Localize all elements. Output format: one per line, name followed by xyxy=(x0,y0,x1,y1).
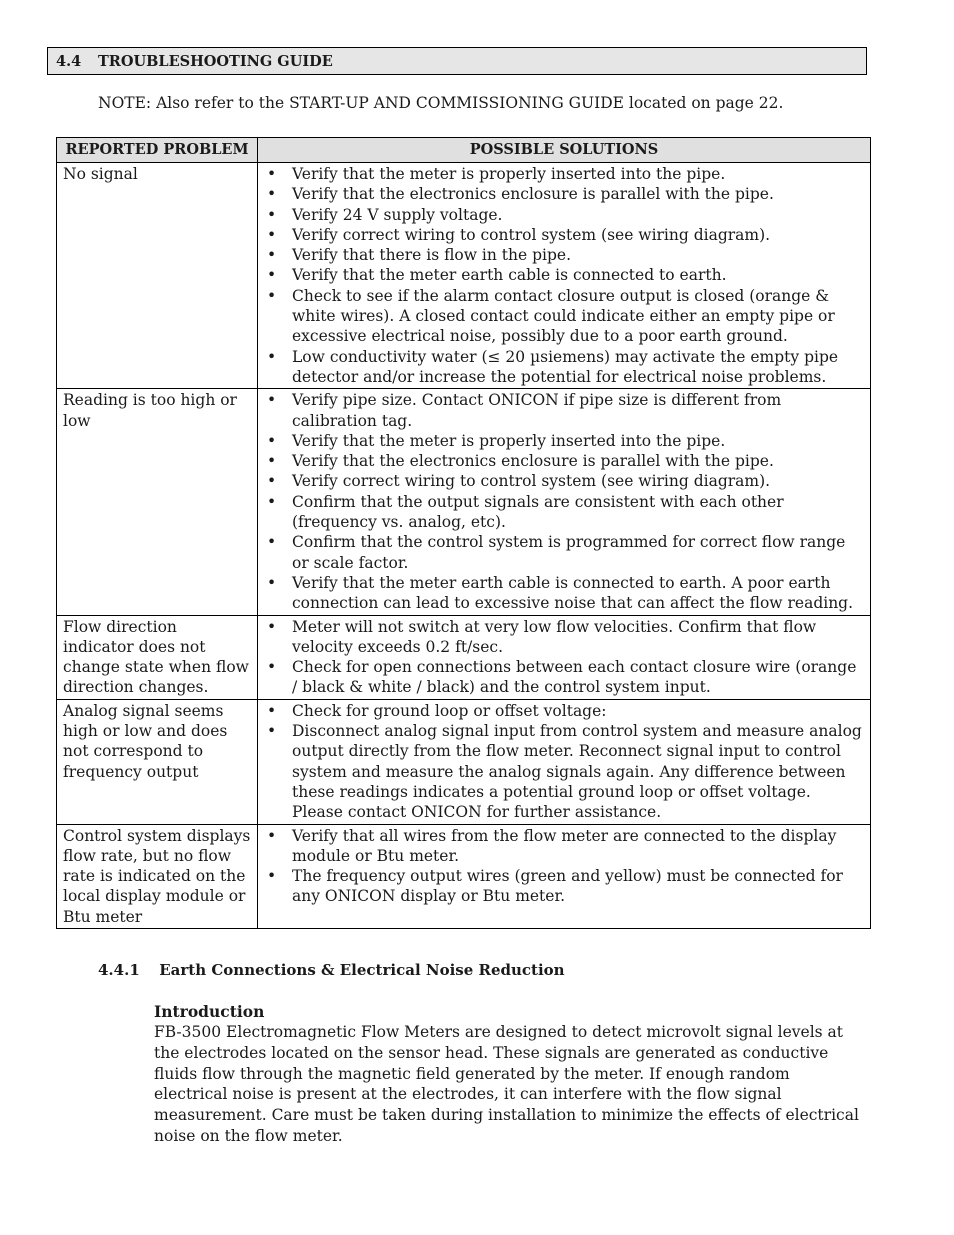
bullet-icon: • xyxy=(267,658,277,677)
solution-text: Check to see if the alarm contact closure output is closed (orange & white wires). A closed contact could indicate either an empty pipe or excessive electrical noise, possibly due to a poor earth ground. xyxy=(292,286,835,346)
bullet-icon: • xyxy=(267,431,277,450)
solution-text: Verify that all wires from the flow meter are connected to the display module or Btu meter. xyxy=(292,826,837,865)
solution-item xyxy=(264,532,864,573)
solution-text: Verify that the meter earth cable is connected to earth. A poor earth connection can lead to excessive noise that can affect the flow reading. xyxy=(292,573,854,613)
possible-solutions-cell xyxy=(258,699,871,824)
solution-item xyxy=(264,721,864,822)
bullet-icon: • xyxy=(267,165,277,183)
bullet-icon: • xyxy=(267,347,277,366)
solution-text: Low conductivity water (≤ 20 µsiemens) may activate the empty pipe detector and/or increase the potential for electrical noise problems. xyxy=(292,347,839,386)
solution-item xyxy=(264,245,864,265)
solution-text: Verify pipe size. Contact ONICON if pipe size is different from calibration tag. xyxy=(292,391,782,430)
table-row xyxy=(57,615,871,699)
reported-problem-cell: Reading is too high or low xyxy=(57,389,258,615)
table-body xyxy=(57,163,871,929)
solution-text: Check for open connections between each contact closure wire (orange / black & white / black) and the control system input. xyxy=(292,658,857,697)
table-row xyxy=(57,699,871,824)
section-number: 4.4 xyxy=(56,52,82,70)
possible-solutions-cell xyxy=(258,824,871,928)
bullet-icon: • xyxy=(267,826,277,845)
solution-text: The frequency output wires (green and yellow) must be connected for any ONICON display or Btu meter. xyxy=(292,867,843,906)
reported-problem-cell: Analog signal seems high or low and does not correspond to frequency output xyxy=(57,699,258,824)
introduction-body: FB-3500 Electromagnetic Flow Meters are designed to detect microvolt signal levels at the electrodes located on the sensor head. These signals are generated as conductive fluids flow through the magnetic field generated by the meter. If enough random electrical noise is present at the electrodes, it can interfere with the flow signal measurement. Care must be taken during installation to minimize the effects of electrical noise on the flow meter. xyxy=(154,1023,859,1145)
solution-item xyxy=(264,701,864,721)
solution-text: Meter will not switch at very low flow velocities. Confirm that flow velocity exceeds 0.2 ft/sec. xyxy=(292,617,817,656)
solution-text: Verify that the electronics enclosure is parallel with the pipe. xyxy=(292,185,774,204)
bullet-icon: • xyxy=(267,205,277,224)
solution-item xyxy=(264,164,864,184)
solution-item xyxy=(264,451,864,471)
solution-item xyxy=(264,492,864,533)
solution-item xyxy=(264,431,864,451)
solution-item xyxy=(264,286,864,347)
solution-text: Verify that the electronics enclosure is parallel with the pipe. xyxy=(292,452,774,471)
solution-text: Verify that the meter is properly inserted into the pipe. xyxy=(292,165,726,183)
solution-item xyxy=(264,826,864,867)
solution-text: Verify 24 V supply voltage. xyxy=(292,205,503,224)
reported-problem-cell: No signal xyxy=(57,163,258,389)
solutions-list xyxy=(264,390,864,613)
solution-text: Disconnect analog signal input from control system and measure analog output directly from the flow meter. Reconnect signal input to control system and measure the analog signals again. Any difference between these readings indicates a potential ground loop or offset voltage. Please contact ONICON for further assistance. xyxy=(292,722,862,822)
solutions-list xyxy=(264,701,864,823)
subsection-title: Earth Connections & Electrical Noise Reduction xyxy=(159,961,565,979)
solution-item xyxy=(264,471,864,491)
solutions-list xyxy=(264,826,864,907)
solution-item xyxy=(264,205,864,225)
table-row xyxy=(57,163,871,389)
solution-item xyxy=(264,390,864,431)
solution-text: Verify that there is flow in the pipe. xyxy=(292,246,572,265)
bullet-icon: • xyxy=(267,617,277,636)
bullet-icon: • xyxy=(267,452,277,471)
possible-solutions-cell xyxy=(258,615,871,699)
solution-item xyxy=(264,866,864,907)
solution-item xyxy=(264,347,864,388)
solution-text: Verify that the meter is properly inserted into the pipe. xyxy=(292,431,726,450)
solution-item xyxy=(264,265,864,285)
bullet-icon: • xyxy=(267,185,277,204)
bullet-icon: • xyxy=(267,492,277,511)
bullet-icon: • xyxy=(267,266,277,285)
note-text: NOTE: Also refer to the START-UP AND COMMISSIONING GUIDE located on page 22. xyxy=(98,94,784,112)
header-reported-problem: REPORTED PROBLEM xyxy=(57,138,258,163)
solution-text: Verify correct wiring to control system (see wiring diagram). xyxy=(292,225,771,244)
section-title: TROUBLESHOOTING GUIDE xyxy=(98,52,333,70)
subsection-number: 4.4.1 xyxy=(98,961,140,979)
troubleshooting-table xyxy=(56,137,871,929)
table-row xyxy=(57,824,871,928)
bullet-icon: • xyxy=(267,867,277,886)
solution-text: Check for ground loop or offset voltage: xyxy=(292,701,607,720)
bullet-icon: • xyxy=(267,472,277,491)
introduction-title: Introduction xyxy=(154,1002,265,1021)
bullet-icon: • xyxy=(267,573,277,592)
subsection-heading xyxy=(98,961,565,979)
bullet-icon: • xyxy=(267,286,277,305)
bullet-icon: • xyxy=(267,722,277,741)
reported-problem-cell: Flow direction indicator does not change state when flow direction changes. xyxy=(57,615,258,699)
bullet-icon: • xyxy=(267,225,277,244)
solution-text: Confirm that the control system is programmed for correct flow range or scale factor. xyxy=(292,533,846,572)
bullet-icon: • xyxy=(267,533,277,552)
solution-text: Verify that the meter earth cable is connected to earth. xyxy=(292,266,727,285)
header-possible-solutions: POSSIBLE SOLUTIONS xyxy=(258,138,871,163)
table-header-row xyxy=(57,138,871,163)
solution-item xyxy=(264,657,864,698)
bullet-icon: • xyxy=(267,246,277,265)
reported-problem-cell: Control system displays flow rate, but no flow rate is indicated on the local display module or Btu meter xyxy=(57,824,258,928)
possible-solutions-cell xyxy=(258,389,871,615)
solutions-list xyxy=(264,617,864,698)
solutions-list xyxy=(264,164,864,387)
section-header xyxy=(47,47,867,75)
solution-item xyxy=(264,225,864,245)
solution-text: Verify correct wiring to control system (see wiring diagram). xyxy=(292,472,771,491)
solution-item xyxy=(264,617,864,658)
solution-item xyxy=(264,573,864,614)
bullet-icon: • xyxy=(267,391,277,410)
solution-item xyxy=(264,184,864,204)
bullet-icon: • xyxy=(267,701,277,720)
solution-text: Confirm that the output signals are consistent with each other (frequency vs. analog, etc). xyxy=(292,492,784,532)
table-row xyxy=(57,389,871,615)
possible-solutions-cell xyxy=(258,163,871,389)
